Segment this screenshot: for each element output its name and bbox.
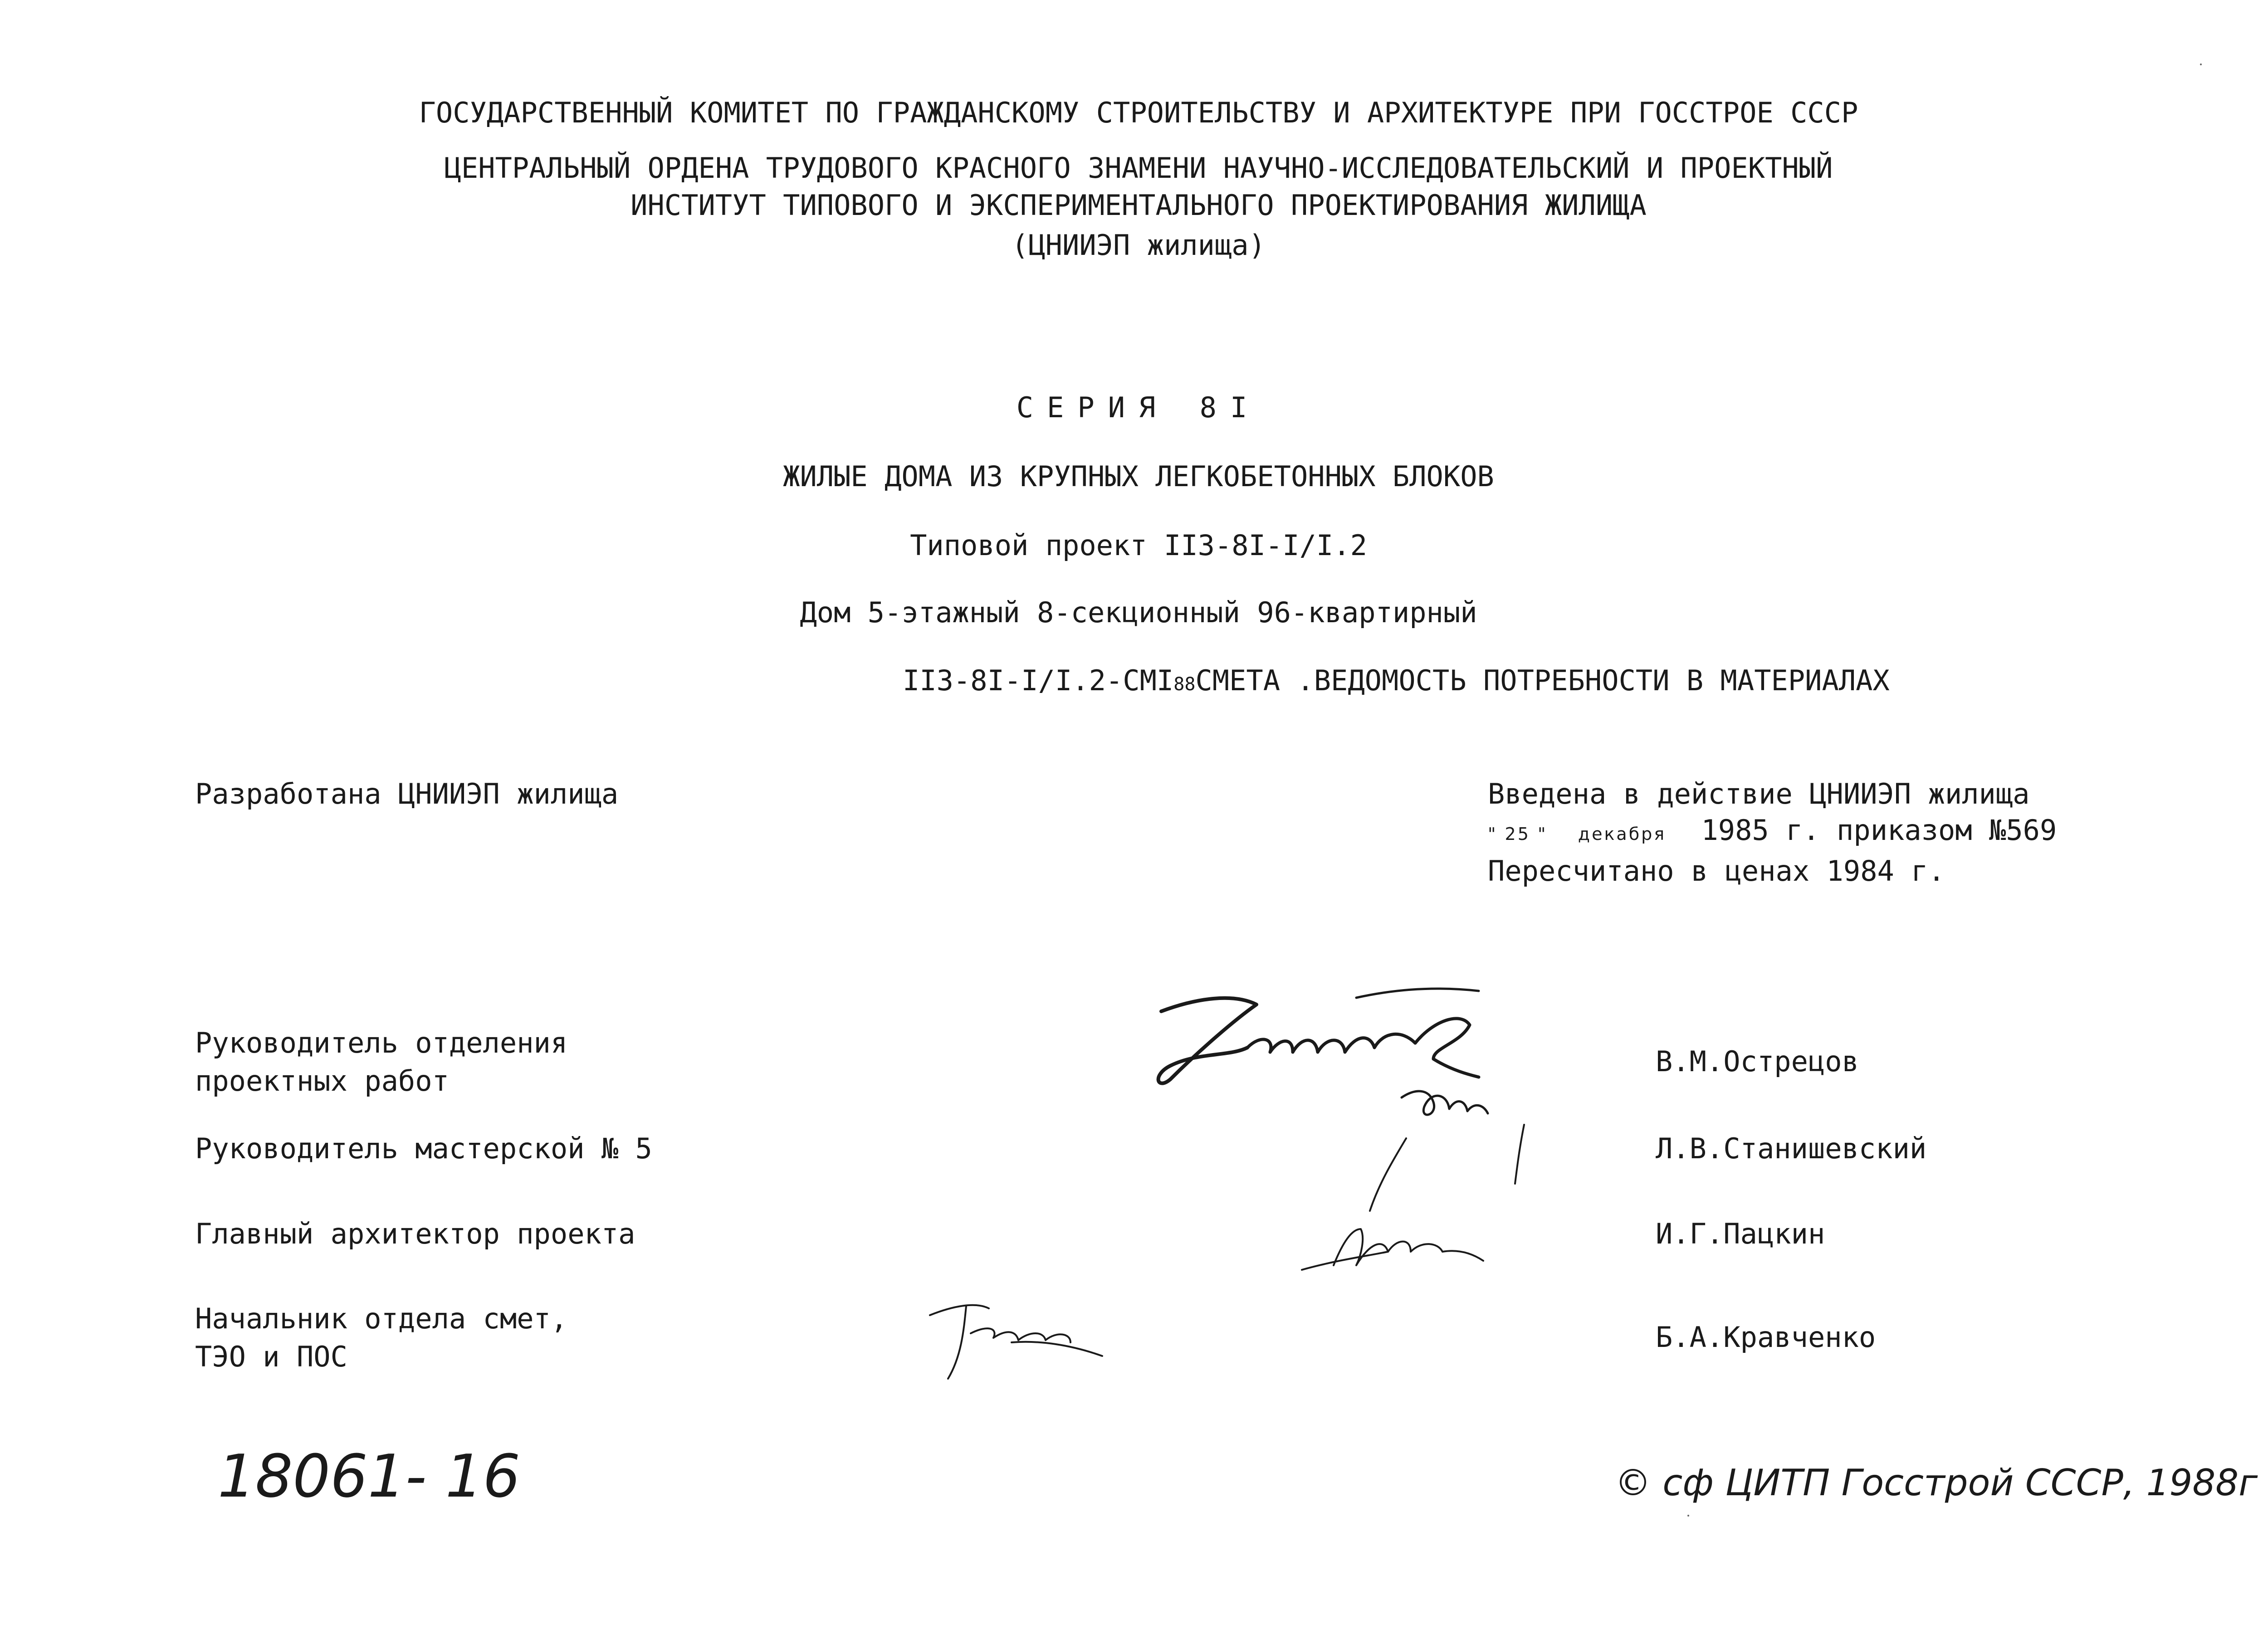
document-code-line <box>903 664 1890 697</box>
scan-speck <box>2200 63 2202 65</box>
role-head-of-estimates <box>195 1300 567 1375</box>
date-day: " 25 " <box>1488 824 1548 844</box>
role-line: проектных работ <box>195 1064 449 1097</box>
header-institute-abbr: (ЦНИИЭП жилища) <box>1012 229 1266 262</box>
scan-speck <box>1687 1515 1689 1517</box>
archive-number: 18061- 16 <box>218 1442 521 1511</box>
document-code-year: 88 <box>1173 674 1196 695</box>
role-head-of-department <box>195 1024 567 1100</box>
header-committee: ГОСУДАРСТВЕННЫЙ КОМИТЕТ ПО ГРАЖДАНСКОМУ СТРОИТЕЛЬСТВУ И АРХИТЕКТУРЕ ПРИ ГОССТРОЕ СССР <box>419 96 1858 129</box>
name-patskin: И.Г.Пацкин <box>1656 1217 1825 1250</box>
header-institute-line2: ИНСТИТУТ ТИПОВОГО И ЭКСПЕРИМЕНТАЛЬНОГО ПРОЕКТИРОВАНИЯ ЖИЛИЩА <box>631 189 1647 222</box>
role-line: Руководитель отделения <box>195 1026 568 1059</box>
role-chief-architect: Главный архитектор проекта <box>195 1217 635 1250</box>
role-head-of-workshop: Руководитель мастерской № 5 <box>195 1132 652 1165</box>
role-line: ТЭО и ПОС <box>195 1340 347 1373</box>
recalculated-prices: Пересчитано в ценах 1984 г. <box>1488 854 1945 888</box>
header-institute-line1: ЦЕНТРАЛЬНЫЙ ОРДЕНА ТРУДОВОГО КРАСНОГО ЗНАМЕНИ НАУЧНО-ИССЛЕДОВАТЕЛЬСКИЙ И ПРОЕКТНЫЙ <box>444 151 1833 185</box>
signature-stanishevsky <box>1352 1070 1560 1220</box>
project-title: ЖИЛЫЕ ДОМА ИЗ КРУПНЫХ ЛЕГКОБЕТОННЫХ БЛОКОВ <box>783 460 1494 493</box>
name-kravchenko: Б.А.Кравченко <box>1656 1321 1876 1354</box>
name-stanishevsky: Л.В.Станишевский <box>1656 1132 1927 1165</box>
signature-kravchenko <box>921 1288 1116 1388</box>
project-type: Типовой проект II3-8I-I/I.2 <box>910 529 1367 562</box>
signature-patskin <box>1297 1211 1506 1283</box>
date-month: декабря <box>1578 824 1667 844</box>
document-title: СМЕТА .ВЕДОМОСТЬ ПОТРЕБНОСТИ В МАТЕРИАЛАХ <box>1195 664 1890 697</box>
role-line: Начальник отдела смет, <box>195 1302 568 1335</box>
copyright-note: © сф ЦИТП Госстрой СССР, 1988г <box>1615 1462 2258 1504</box>
date-order: 1985 г. приказом №569 <box>1701 814 2057 847</box>
document-code: II3-8I-I/I.2-CMI <box>903 664 1174 697</box>
introduced-date <box>1488 814 2057 847</box>
developed-by: Разработана ЦНИИЭП жилища <box>195 777 619 810</box>
name-ostretsov: В.М.Острецов <box>1656 1045 1859 1078</box>
introduced-by: Введена в действие ЦНИИЭП жилища <box>1488 777 2030 810</box>
project-house: Дом 5-этажный 8-секционный 96-квартирный <box>800 596 1477 629</box>
series-label: СЕРИЯ 8I <box>1016 391 1261 424</box>
